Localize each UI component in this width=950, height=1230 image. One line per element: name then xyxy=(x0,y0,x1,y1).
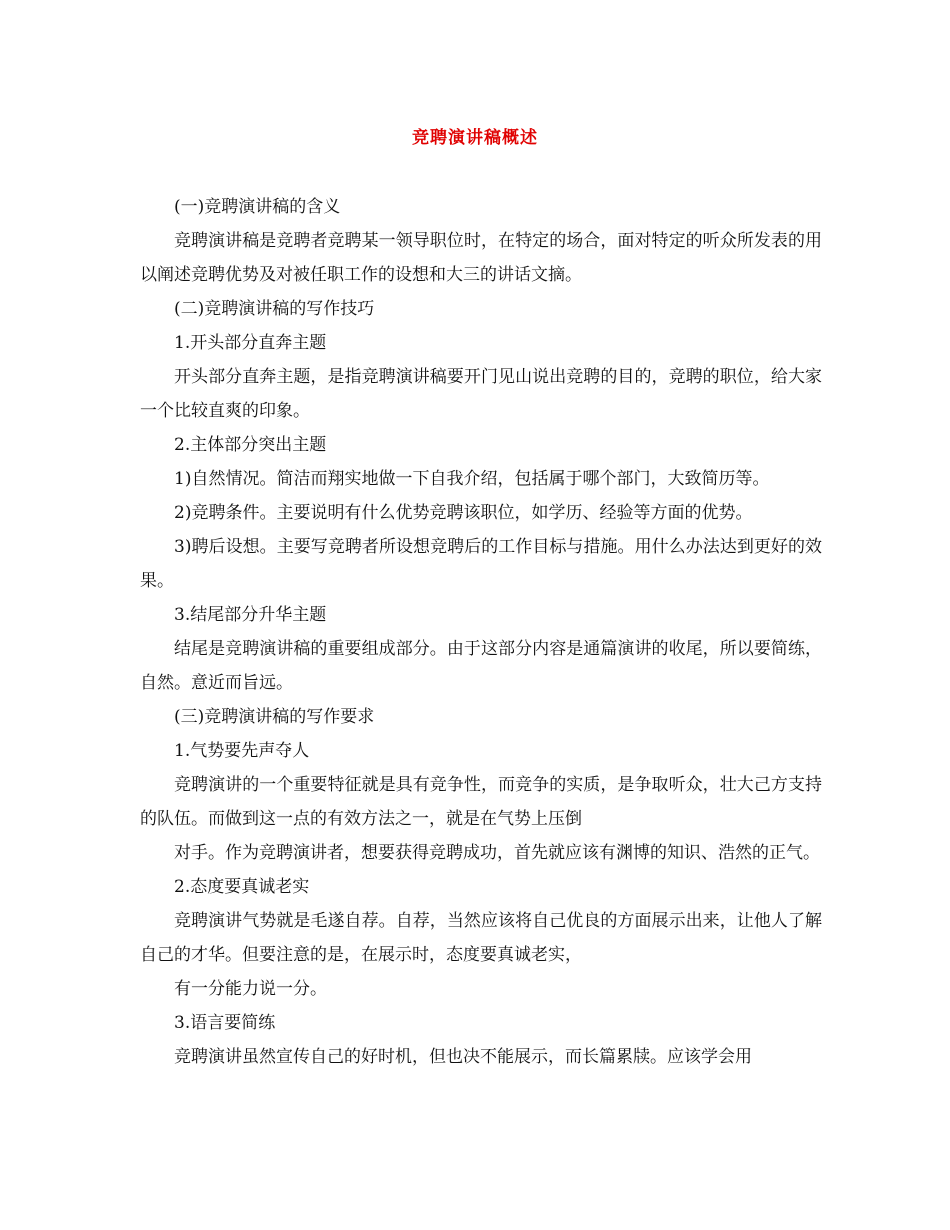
paragraph-language: 竞聘演讲虽然宣传自己的好时机，但也决不能展示，而长篇累牍。应该学会用 xyxy=(174,1047,752,1067)
paragraph-ending: 结尾是竞聘演讲稿的重要组成部分。由于这部分内容是通篇演讲的收尾，所以要简练，自然。意近而旨远。 xyxy=(140,639,822,693)
subheading-momentum: 1.气势要先声夺人 xyxy=(174,741,310,761)
document-title: 竞聘演讲稿概述 xyxy=(412,128,538,148)
paragraph-attitude: 竞聘演讲气势就是毛遂自荐。自荐，当然应该将自己优良的方面展示出来，让他人了解自己的才华。但要注意的是，在展示时，态度要真诚老实， xyxy=(140,911,822,965)
paragraph-opening: 开头部分直奔主题，是指竞聘演讲稿要开门见山说出竞聘的目的，竞聘的职位，给大家一个比较直爽的印象。 xyxy=(140,367,822,421)
subheading-attitude: 2.态度要真诚老实 xyxy=(174,877,310,897)
section-heading-2: (二)竞聘演讲稿的写作技巧 xyxy=(174,299,375,319)
list-item-plans: 3)聘后设想。主要写竞聘者所设想竞聘后的工作目标与措施。用什么办法达到更好的效果。 xyxy=(140,537,822,591)
section-heading-3: (三)竞聘演讲稿的写作要求 xyxy=(174,707,375,727)
subheading-ending: 3.结尾部分升华主题 xyxy=(174,605,327,625)
subheading-language: 3.语言要简练 xyxy=(174,1013,276,1033)
paragraph-definition: 竞聘演讲稿是竞聘者竞聘某一领导职位时，在特定的场合，面对特定的听众所发表的用以阐述竞聘优势及对被任职工作的设想和大三的讲话文摘。 xyxy=(140,231,822,285)
subheading-opening: 1.开头部分直奔主题 xyxy=(174,333,327,353)
paragraph-momentum: 竞聘演讲的一个重要特征就是具有竞争性，而竞争的实质，是争取听众，壮大己方支持的队伍。而做到这一点的有效方法之一，就是在气势上压倒 xyxy=(140,775,822,829)
subheading-body: 2.主体部分突出主题 xyxy=(174,435,327,455)
list-item-conditions: 2)竞聘条件。主要说明有什么优势竞聘该职位，如学历、经验等方面的优势。 xyxy=(174,503,753,523)
paragraph-attitude-cont: 有一分能力说一分。 xyxy=(174,979,327,999)
section-heading-1: (一)竞聘演讲稿的含义 xyxy=(174,197,341,217)
paragraph-momentum-cont: 对手。作为竞聘演讲者，想要获得竞聘成功，首先就应该有渊博的知识、浩然的正气。 xyxy=(174,843,820,863)
document-body xyxy=(140,190,822,1074)
list-item-natural: 1)自然情况。简洁而翔实地做一下自我介绍，包括属于哪个部门，大致简历等。 xyxy=(174,469,770,489)
